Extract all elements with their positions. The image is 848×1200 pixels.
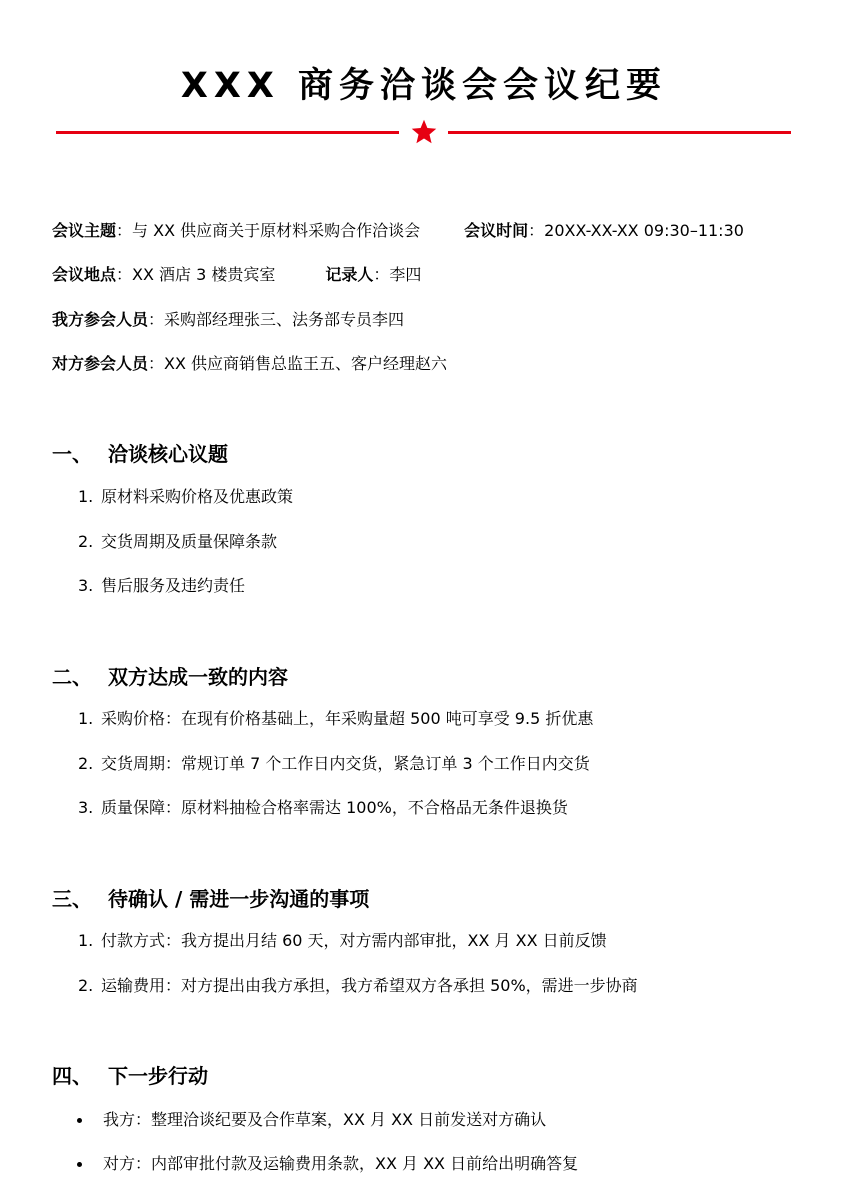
section-heading	[52, 440, 228, 468]
time-label: 会议时间	[464, 221, 529, 240]
section-number: 二、	[52, 665, 92, 689]
section-heading	[52, 1062, 208, 1090]
our-attendees-label: 我方参会人员	[52, 310, 149, 329]
list-item: 2. 交货周期：常规订单 7 个工作日内交货，紧急订单 3 个工作日内交货	[78, 754, 590, 773]
their-attendees-value: ：XX 供应商销售总监王五、客户经理赵六	[148, 354, 448, 373]
meta-row-our-attendees	[52, 308, 404, 332]
bullet-icon	[77, 1162, 82, 1167]
our-attendees-value: ：采购部经理张三、法务部专员李四	[148, 310, 405, 329]
list-item: 2. 交货周期及质量保障条款	[78, 532, 278, 551]
meta-row-topic-time	[52, 219, 744, 243]
list-item: 1. 原材料采购价格及优惠政策	[78, 487, 294, 506]
section-number: 一、	[52, 442, 92, 466]
star-icon	[410, 118, 438, 146]
page-title: XXX 商务洽谈会会议纪要	[180, 66, 668, 106]
section-number: 三、	[52, 887, 92, 911]
section-number: 四、	[52, 1064, 92, 1088]
location-label: 会议地点	[52, 265, 117, 284]
recorder-value: ：李四	[373, 265, 422, 284]
their-attendees-label: 对方参会人员	[52, 354, 149, 373]
section-heading	[52, 663, 288, 691]
topic-value: ：与 XX 供应商关于原材料采购合作洽谈会	[116, 221, 421, 240]
meta-row-their-attendees	[52, 352, 447, 376]
section-title: 下一步行动	[108, 1064, 208, 1088]
list-item: 3. 售后服务及违约责任	[78, 576, 246, 595]
section-title: 待确认 / 需进一步沟通的事项	[108, 887, 370, 911]
recorder-label: 记录人	[325, 265, 374, 284]
list-item: 1. 采购价格：在现有价格基础上，年采购量超 500 吨可享受 9.5 折优惠	[78, 709, 594, 728]
topic-label: 会议主题	[52, 221, 117, 240]
time-value: ：20XX-XX-XX 09:30–11:30	[528, 221, 744, 240]
title-divider-left	[56, 131, 399, 134]
title-divider-right	[448, 131, 791, 134]
bullet-item: 对方：内部审批付款及运输费用条款，XX 月 XX 日前给出明确答复	[76, 1152, 578, 1176]
list-item: 3. 质量保障：原材料抽检合格率需达 100%，不合格品无条件退换货	[78, 798, 568, 817]
list-item: 1. 付款方式：我方提出月结 60 天，对方需内部审批，XX 月 XX 日前反馈	[78, 931, 607, 950]
bullet-item: 我方：整理洽谈纪要及合作草案，XX 月 XX 日前发送对方确认	[76, 1108, 546, 1132]
list-item: 2. 运输费用：对方提出由我方承担，我方希望双方各承担 50%，需进一步协商	[78, 976, 638, 995]
section-title: 洽谈核心议题	[108, 442, 228, 466]
section-heading	[52, 885, 369, 913]
location-value: ：XX 酒店 3 楼贵宾室	[116, 265, 276, 284]
bullet-icon	[77, 1118, 82, 1123]
section-title: 双方达成一致的内容	[108, 665, 288, 689]
meta-row-location-recorder	[52, 263, 421, 287]
